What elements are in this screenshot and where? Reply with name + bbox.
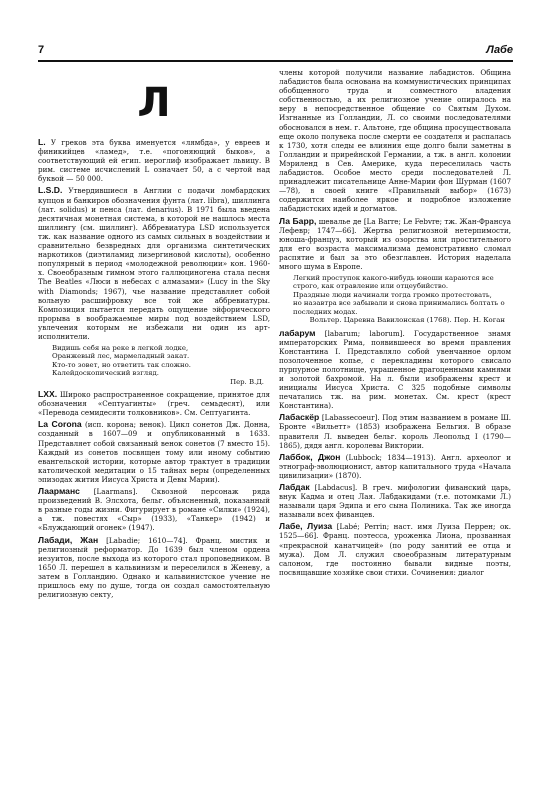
entry-text: [Labé; Perrin; наст. имя Луиза Перрен; ок. 1525—66]. Франц. поэтесса, уроженка Лиона, прозванная «прекрасной канатчицей» (по роду занятий ее отца и мужа). Дом Л. служил своеобразным литературным салоном, где постоянно бывали видные поэты, посвящавшие хозяйке свои стихи. Сочинения: диалог	[279, 522, 512, 577]
entry-text: Широко распространенное сокращение, принятое для обозначения «Септуагинты» (греч. семьдесят), или «Перевода семидесяти толковников». См. Септуагинта.	[38, 390, 270, 418]
dictionary-entry	[38, 390, 270, 417]
poem-line: Кто-то зовет, но ответить так сложно.	[52, 360, 191, 369]
entry-headword: L.S.D.	[38, 185, 63, 196]
dictionary-entry	[279, 68, 511, 214]
entry-headword: Лабдак	[279, 482, 310, 492]
left-column	[38, 68, 270, 602]
entry-headword: Лаббок, Джон	[279, 451, 341, 462]
page-header	[38, 44, 513, 58]
entry-text: члены которой получили название лабадистов. Община лабадистов была основана на коммунистических принципах обобщенного труда и совместного владения собственностью, а их религиозное учение опиралось на веру в непосредственное общение со Святым Духом. Изгнанные из Голландии, Л. со своими последователями обосновался в нем. г. Альтоне, где община просуществовала еще около полувека после смерти ее создателя и распалась к 1730, хотя следы ее влияния еще долго были заметны в Голландии и прирейнской Германии, а тж. в англ. колонии Мэриленд в Сев. Америке, куда переселилась часть лабадистов. Особое место среди последователей Л. принадлежит писательнице Анне-Марии фон Шурман (1607—78), в своей книге «Правильный выбор» (1673) содержится наиболее яркое и подробное изложение лабадистских идей и догматов.	[279, 68, 511, 214]
poem-line: Праздные люди начинали тогда громко протестовать,	[293, 290, 492, 299]
poem-line: Легкий проступок какого-нибудь юноши караются все строго, как отравление или отцеубийство.	[293, 274, 494, 291]
poem-source: Вольтер. Царевна Вавилонская (1768). Пер. Н. Коган	[309, 316, 505, 325]
entry-headword: Ла Барр,	[279, 215, 317, 226]
entry-headword: Лабаскёр	[279, 412, 320, 423]
entry-headword: La Corona	[38, 419, 82, 430]
right-column	[279, 68, 511, 580]
poem-line: Оранжевый лес, мармеладный закат.	[52, 352, 190, 361]
dictionary-entry	[279, 483, 511, 519]
entry-text: [Labassecoeur]. Под этим названием в романе Ш. Бронте «Вильетт» (1853) изображена Бельгия. В образе правителя Л. выведен бельг. король Леопольд I (1790—1865), дядя англ. королевы Виктории.	[279, 413, 511, 450]
running-head: Лабе	[486, 44, 513, 56]
entry-headword: лабарум	[279, 327, 316, 338]
entry-text: [Labadie; 1610—74]. Франц. мистик и религиозный реформатор. До 1639 был членом ордена иезуитов, после выхода из которого стал проповедником. В 1650 Л. перешел в кальвинизм и переселился в Женеву, а затем в Голландию. Однако и кальвинистское учение не пришлось ему по душе, тогда он создал самостоятельную религиозную секту,	[38, 535, 270, 600]
entry-headword: Лабади, Жан	[38, 534, 99, 545]
poem-line: Калейдоскопический взгляд.	[52, 369, 159, 378]
dictionary-entry	[279, 413, 511, 449]
entry-headword: Лаарманс	[38, 486, 80, 497]
entry-headword: LXX.	[38, 389, 58, 400]
dictionary-entry	[279, 329, 511, 411]
entry-text: (исп. корона; венок). Цикл сонетов Дж. Донна, созданный в 1607—09 и опубликованный в 1633. Представляет собой связанный венок сонетов (7 вместо 15). Каждый из сонетов посвящен тому или иному событию евангельской истории, которые автор трактует в традиции католической медитации о 15 тайнах веры (определенных эпизодах жития Иисуса Христа и Девы Марии).	[38, 420, 271, 484]
entry-text: У греков эта буква именуется «лямбда», у евреев и финикийцев «ламед», т.е. «погоняющий быков», а соответствующий ей егип. иероглиф изображает львицу. В рим. системе исчислений L означает 50, а с чертой над буквой — 50 000.	[38, 138, 270, 184]
entry-text: шевалье де [La Barre; Le Febvre; тж. Жан-Франсуа Лефевр; 1747—66]. Жертва религиозной нетерпимости, юноша-француз, который из озорства или простительного для его возраста максимализма демонстративно сломал распятие и был за это обезглавлен. История наделала много шума в Европе.	[279, 216, 511, 271]
header-rule	[38, 60, 513, 62]
poem-line: Видишь себя на реке в легкой лодке,	[52, 344, 189, 353]
dictionary-entry	[38, 487, 270, 532]
dictionary-entry	[279, 453, 511, 480]
dictionary-entry	[38, 138, 270, 183]
dictionary-entry	[279, 522, 511, 577]
dictionary-entry	[279, 217, 511, 272]
poem-source: Пер. В.Д.	[230, 377, 264, 386]
entry-text: (Lubbock; 1834—1913). Англ. археолог и этнограф-эволюционист, автор капитального труда «Начала цивилизации» (1870).	[279, 452, 511, 480]
entry-headword: L.	[38, 137, 46, 147]
entry-headword: Лабе, Луиза	[279, 521, 333, 532]
entry-text: Утвердившиеся в Англии с подачи ломбардских купцов и банкиров обозначения фунта (лат. libra), шиллинга (лат. solidus) и пенса (лат. denarius). В 1971 была введена десятичная монетная система, в которой не нашлось места шиллингу (см. шиллинг). Аббревиатура LSD используется тж. как название одного из самых сильных в воздействии и сравнительно безвредных для организма синтетических наркотиков (диэтиламид лизергиновой кислоты), особенно популярный в период «молодежной революции» кон. 1960-х. Своеобразным гимном этого галлюциногена стала песня The Beatles «Люси в небесах с алмазами» (Lucy in the Sky with Diamonds; 1967), чье название представляет собой вольную расшифровку все той же аббревиатуры. Композиция пытается передать ощущение эйфорического прорыва в воображаемые миры под воздействием LSD, увлечения которым не избежали ни один из арт-исполнители.	[38, 186, 270, 341]
section-letter	[38, 68, 270, 138]
entry-text: [labarum; laborum]. Государственное знамя императорских Рима, появившееся во время правления Константина I. Представляло собой увенчанное орлом позолоченное копье, с перекладины которого свисало пурпурное полотнище, украшенное драгоценными камнями и золотой бахромой. На л. были изображены крест и инициалы Иисуса Христа. С 325 подобные символы печатались тж. на рим. монетах. См. крест (крест Константина).	[279, 328, 511, 411]
dictionary-entry	[38, 536, 270, 600]
dictionary-entry	[38, 420, 270, 484]
big-letter: Л	[137, 80, 171, 126]
entry-text: [Laarmans]. Сквозной персонаж ряда произведений В. Элсхота, бельг. объясненный, показанный в разные годы жизни. Фигурирует в романе «Силки» (1924), а тж. повестях «Сыр» (1933), «Танкер» (1942) и «Блуждающий огонек» (1947).	[38, 487, 270, 533]
poem-excerpt	[293, 274, 511, 324]
page-number: 7	[38, 44, 45, 56]
entry-text: [Labdacus]. В греч. мифологии фиванский царь, внук Кадма и отец Лая. Лабдакидами (т.е. потомками Л.) называли царя Эдипа и его сына Полиника. Так же иногда называли всех фиванцев.	[279, 483, 511, 520]
dictionary-entry	[38, 186, 270, 341]
poem-excerpt	[52, 344, 270, 386]
poem-line: но назавтра все забывали и снова принимались болтать о последних модах.	[293, 299, 505, 316]
